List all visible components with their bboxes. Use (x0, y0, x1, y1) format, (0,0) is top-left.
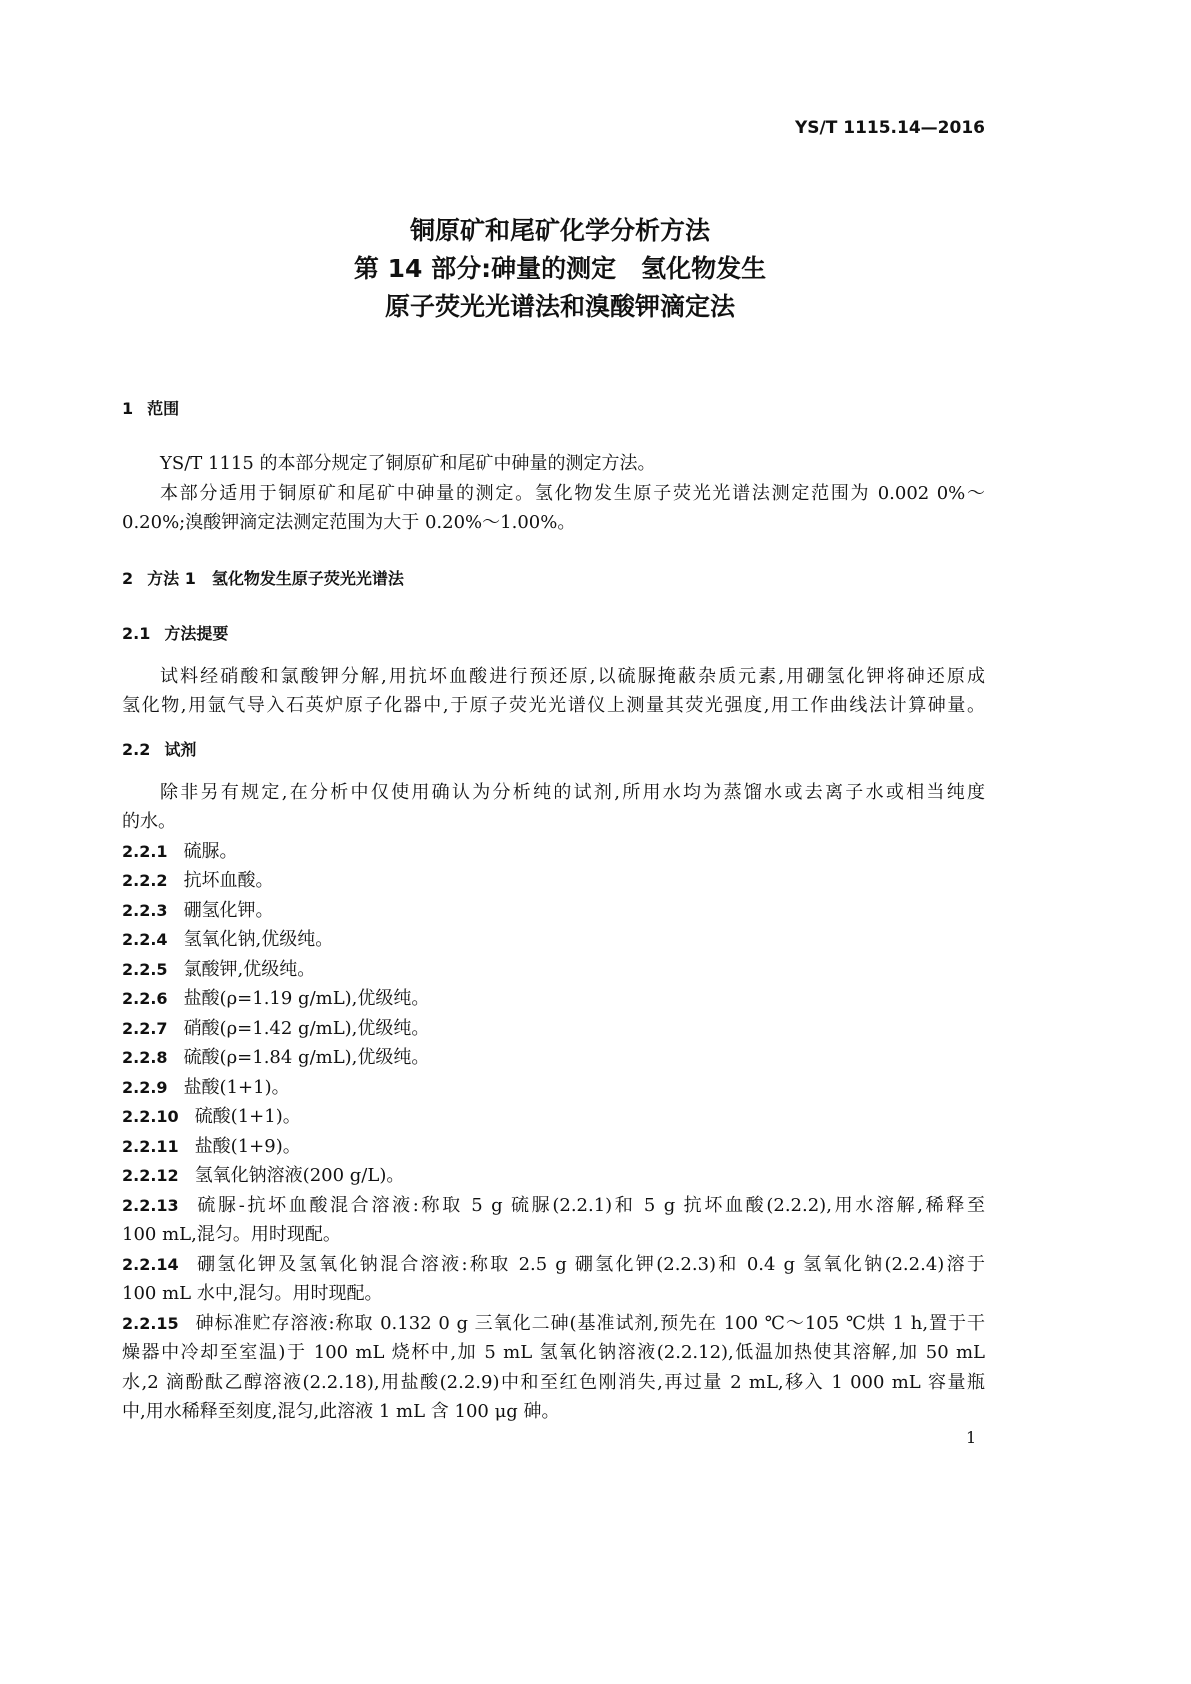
section-title: 方法提要 (164, 623, 229, 643)
item-text: 硫酸(1+1)。 (194, 1106, 301, 1127)
item-number: 2.2.6 (122, 989, 168, 1008)
reagent-item (122, 1102, 985, 1132)
item-text: 抗坏血酸。 (183, 870, 274, 891)
paragraph-line: 本部分适用于铜原矿和尾矿中砷量的测定。氢化物发生原子荧光光谱法测定范围为 0.002 0%～ (160, 482, 985, 504)
item-line (122, 1368, 985, 1398)
item-number: 2.2.1 (122, 841, 168, 861)
item-text: 100 mL,混匀。用时现配。 (122, 1224, 341, 1245)
reagent-item (122, 1073, 985, 1103)
reagent-item (122, 1014, 985, 1044)
item-line (122, 925, 985, 955)
item-text: 盐酸(1+1)。 (183, 1076, 290, 1098)
item-line (122, 1161, 985, 1191)
item-line (122, 984, 985, 1014)
reagent-item (122, 896, 985, 926)
item-text: 水,2 滴酚酞乙醇溶液(2.2.18),用盐酸(2.2.9)中和至红色刚消失,再过量 2 mL,移入 1 000 mL 容量瓶 (122, 1371, 985, 1393)
section-number: 2.2 (122, 739, 151, 759)
reagent-item (122, 1161, 985, 1191)
item-line (122, 955, 985, 985)
item-line (122, 1073, 985, 1103)
section-number: 2.1 (122, 623, 151, 643)
item-text: 硼氢化钾。 (183, 899, 274, 921)
item-text: 中,用水稀释至刻度,混匀,此溶液 1 mL 含 100 μg 砷。 (122, 1401, 560, 1422)
item-text: 燥器中冷却至室温)于 100 mL 烧杯中,加 5 mL 氢氧化钠溶液(2.2.12),低温加热使其溶解,加 50 mL (122, 1342, 985, 1363)
reagent-item (122, 955, 985, 985)
item-line (122, 1279, 985, 1309)
item-line (122, 896, 985, 926)
item-text: 硫酸(ρ=1.84 g/mL),优级纯。 (183, 1047, 430, 1068)
reagent-item (122, 1043, 985, 1073)
reagent-item (122, 984, 985, 1014)
paragraph-line: 的水。 (122, 811, 176, 832)
item-line (122, 1191, 985, 1221)
section-2-2-heading (122, 735, 985, 764)
page-number: 1 (966, 1428, 977, 1447)
item-number: 2.2.5 (122, 959, 168, 979)
section-number: 1 (122, 399, 134, 418)
reagent-item (122, 1191, 985, 1250)
item-line (122, 1102, 985, 1132)
item-number: 2.2.8 (122, 1048, 168, 1067)
item-line (122, 837, 985, 867)
title-line: 第 14 部分:砷量的测定 氢化物发生 (353, 254, 767, 283)
item-line (122, 1250, 985, 1280)
title-line: 原子荧光光谱法和溴酸钾滴定法 (384, 292, 735, 321)
item-line (122, 1309, 985, 1339)
section-title: 方法 1 氢化物发生原子荧光光谱法 (147, 568, 404, 588)
reagent-item (122, 1250, 985, 1309)
item-number: 2.2.13 (122, 1195, 179, 1215)
item-number: 2.2.2 (122, 871, 168, 890)
item-number: 2.2.7 (122, 1018, 168, 1038)
section-title: 范围 (147, 399, 180, 418)
item-number: 2.2.15 (122, 1313, 179, 1333)
section-2-heading (122, 564, 985, 593)
item-text: 砷标准贮存溶液:称取 0.132 0 g 三氧化二砷(基准试剂,预先在 100 ℃～105 ℃烘 1 h,置于干 (194, 1312, 985, 1334)
item-number: 2.2.9 (122, 1077, 168, 1097)
standard-number: YS/T 1115.14—2016 (794, 118, 985, 138)
item-text: 硫脲-抗坏血酸混合溶液:称取 5 g 硫脲(2.2.1)和 5 g 抗坏血酸(2.2.2),用水溶解,稀释至 (194, 1194, 985, 1216)
item-number: 2.2.4 (122, 930, 168, 949)
section-title: 试剂 (164, 739, 197, 759)
title-line: 铜原矿和尾矿化学分析方法 (409, 216, 710, 245)
document-body (122, 394, 985, 1427)
item-text: 盐酸(1+9)。 (194, 1135, 301, 1157)
item-number: 2.2.3 (122, 900, 168, 920)
item-line (122, 1338, 985, 1368)
item-text: 硫脲。 (183, 840, 238, 862)
item-line (122, 1132, 985, 1162)
item-text: 硝酸(ρ=1.42 g/mL),优级纯。 (183, 1017, 430, 1039)
section-2-1-heading (122, 619, 985, 648)
item-number: 2.2.10 (122, 1107, 179, 1126)
paragraph-line: 氢化物,用氩气导入石英炉原子化器中,于原子荧光光谱仪上测量其荧光强度,用工作曲线法计算砷量。 (122, 695, 985, 716)
reagent-item (122, 1132, 985, 1162)
reagent-list (122, 837, 985, 1427)
section-1-heading (122, 394, 985, 423)
item-number: 2.2.14 (122, 1254, 179, 1274)
section-number: 2 (122, 568, 134, 588)
reagent-item (122, 866, 985, 896)
item-line (122, 1397, 985, 1427)
item-text: 氢氧化钠溶液(200 g/L)。 (194, 1165, 405, 1186)
item-line (122, 1220, 985, 1250)
item-number: 2.2.11 (122, 1136, 179, 1156)
reagent-item (122, 837, 985, 867)
item-text: 100 mL 水中,混匀。用时现配。 (122, 1283, 383, 1304)
item-text: 硼氢化钾及氢氧化钠混合溶液:称取 2.5 g 硼氢化钾(2.2.3)和 0.4 g 氢氧化钠(2.2.4)溶于 (194, 1253, 985, 1275)
paragraph-line: 0.20%;溴酸钾滴定法测定范围为大于 0.20%～1.00%。 (122, 512, 576, 533)
reagent-item (122, 1309, 985, 1427)
reagent-item (122, 925, 985, 955)
paragraph-line: 试料经硝酸和氯酸钾分解,用抗坏血酸进行预还原,以硫脲掩蔽杂质元素,用硼氢化钾将砷还原成 (160, 665, 985, 687)
item-text: 氯酸钾,优级纯。 (183, 958, 316, 980)
item-text: 氢氧化钠,优级纯。 (183, 929, 334, 950)
item-line (122, 866, 985, 896)
paragraph-line: YS/T 1115 的本部分规定了铜原矿和尾矿中砷量的测定方法。 (160, 453, 656, 474)
item-line (122, 1014, 985, 1044)
item-number: 2.2.12 (122, 1166, 179, 1185)
item-line (122, 1043, 985, 1073)
document-title (0, 212, 1120, 326)
paragraph-line: 除非另有规定,在分析中仅使用确认为分析纯的试剂,所用水均为蒸馏水或去离子水或相当纯度 (160, 781, 985, 803)
item-text: 盐酸(ρ=1.19 g/mL),优级纯。 (183, 988, 430, 1009)
